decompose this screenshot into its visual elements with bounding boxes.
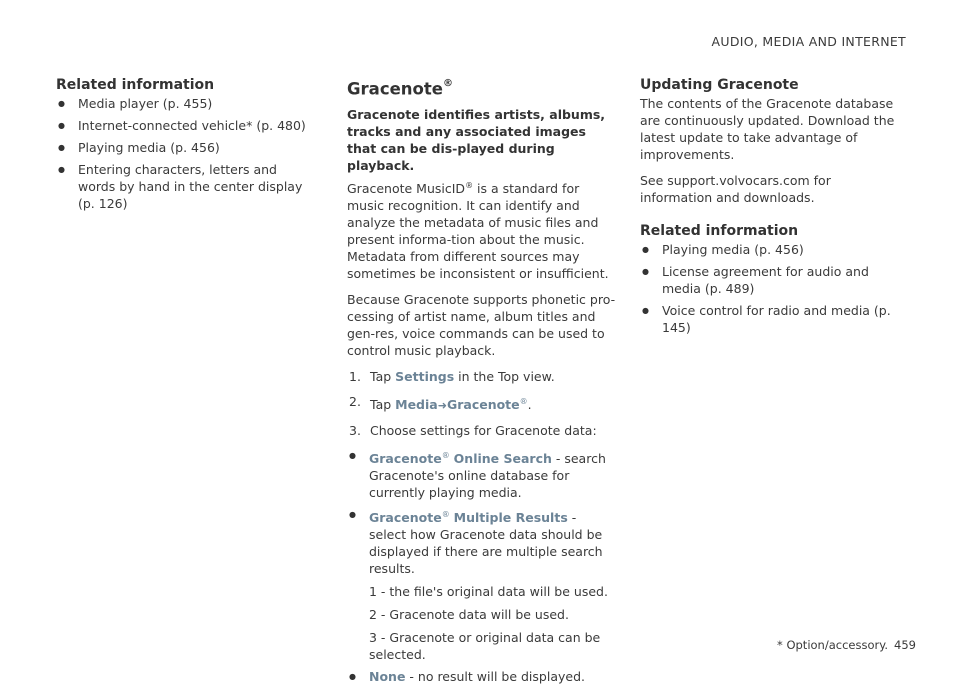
- related-information-heading: Related information: [56, 77, 215, 93]
- step-1: 1. Tap Settings in the Top view.: [349, 368, 555, 384]
- related-link-entering-characters[interactable]: ● Entering characters, letters and words by hand in the center display (p. 126): [56, 161, 318, 212]
- updating-gracenote-column: [640, 76, 902, 345]
- gracenote-column: [347, 76, 617, 694]
- related-link-playing-media[interactable]: ● Playing media (p. 456): [56, 139, 318, 156]
- media-ui-label: Media: [395, 396, 438, 412]
- multiple-results-choice-2: 2 - Gracenote data will be used.: [369, 607, 569, 623]
- gracenote-paragraph-phonetic: Because Gracenote supports phonetic pro-cessing of artist name, album titles and gen-res, voice commands can be used to control music playback.: [347, 291, 616, 358]
- related-link-playing-media-2[interactable]: ● Playing media (p. 456): [640, 241, 902, 258]
- page-number: 459: [894, 638, 916, 652]
- online-search-ui-label: Online Search: [453, 450, 552, 466]
- registered-mark: ®: [442, 78, 453, 89]
- multiple-results-choice-3: 3 - Gracenote or original data can be selected.: [369, 630, 601, 663]
- option-online-search: ● Gracenote® Online Search - search Gracenote's online database for currently playing media.: [347, 447, 617, 501]
- step-3: 3. Choose settings for Gracenote data:: [349, 422, 597, 438]
- related-information-list-2: [640, 241, 902, 336]
- gracenote-ui-label: Gracenote: [446, 396, 520, 412]
- running-header: AUDIO, MEDIA AND INTERNET: [711, 34, 906, 49]
- related-link-license-agreement[interactable]: ● License agreement for audio and media (p. 489): [640, 263, 902, 297]
- settings-ui-label: Settings: [395, 368, 455, 384]
- option-multiple-results: ● Gracenote® Multiple Results - select how Gracenote data should be displayed if there are multiple search results. 1 - the file's original data will be used. 2 - Gracenote data will be used. 3 - Gracenote or original data can be selected.: [347, 506, 617, 663]
- related-link-voice-control[interactable]: ● Voice control for radio and media (p. 145): [640, 302, 902, 336]
- gracenote-lead: Gracenote identifies artists, albums, tracks and any associated images that can be dis-played during playback.: [347, 106, 606, 173]
- related-link-media-player[interactable]: ● Media player (p. 455): [56, 95, 318, 112]
- updating-gracenote-heading: Updating Gracenote: [640, 77, 799, 93]
- related-information-column: [56, 76, 318, 221]
- support-paragraph: See support.volvocars.com for information and downloads.: [640, 173, 831, 205]
- gracenote-title: Gracenote®: [347, 78, 453, 99]
- multiple-results-ui-label: Multiple Results: [453, 510, 568, 526]
- none-ui-label: None: [369, 669, 406, 685]
- gracenote-steps: [347, 368, 617, 439]
- step-2: 2. Tap Media➜Gracenote®.: [349, 393, 532, 412]
- related-information-list: [56, 95, 318, 212]
- option-accessory-note: * Option/accessory.: [777, 638, 889, 652]
- arrow-right-icon: ➜: [437, 398, 447, 412]
- related-information-heading-2: Related information: [640, 223, 799, 239]
- multiple-results-choice-1: 1 - the file's original data will be used.: [369, 584, 608, 600]
- updating-paragraph: The contents of the Gracenote database are continuously updated. Download the latest update to take advantage of improvements.: [640, 96, 895, 162]
- page-footer: [777, 637, 916, 654]
- related-link-internet-connected-vehicle[interactable]: ● Internet-connected vehicle* (p. 480): [56, 117, 318, 134]
- option-none: ● None - no result will be displayed.: [347, 668, 617, 685]
- gracenote-paragraph-musicid: Gracenote MusicID® is a standard for music recognition. It can identify and analyze the metadata of music files and present informa-tion about the music. Metadata from different sources may sometimes be inconsistent or insufficient.: [347, 180, 609, 281]
- gracenote-options-list: [347, 447, 617, 685]
